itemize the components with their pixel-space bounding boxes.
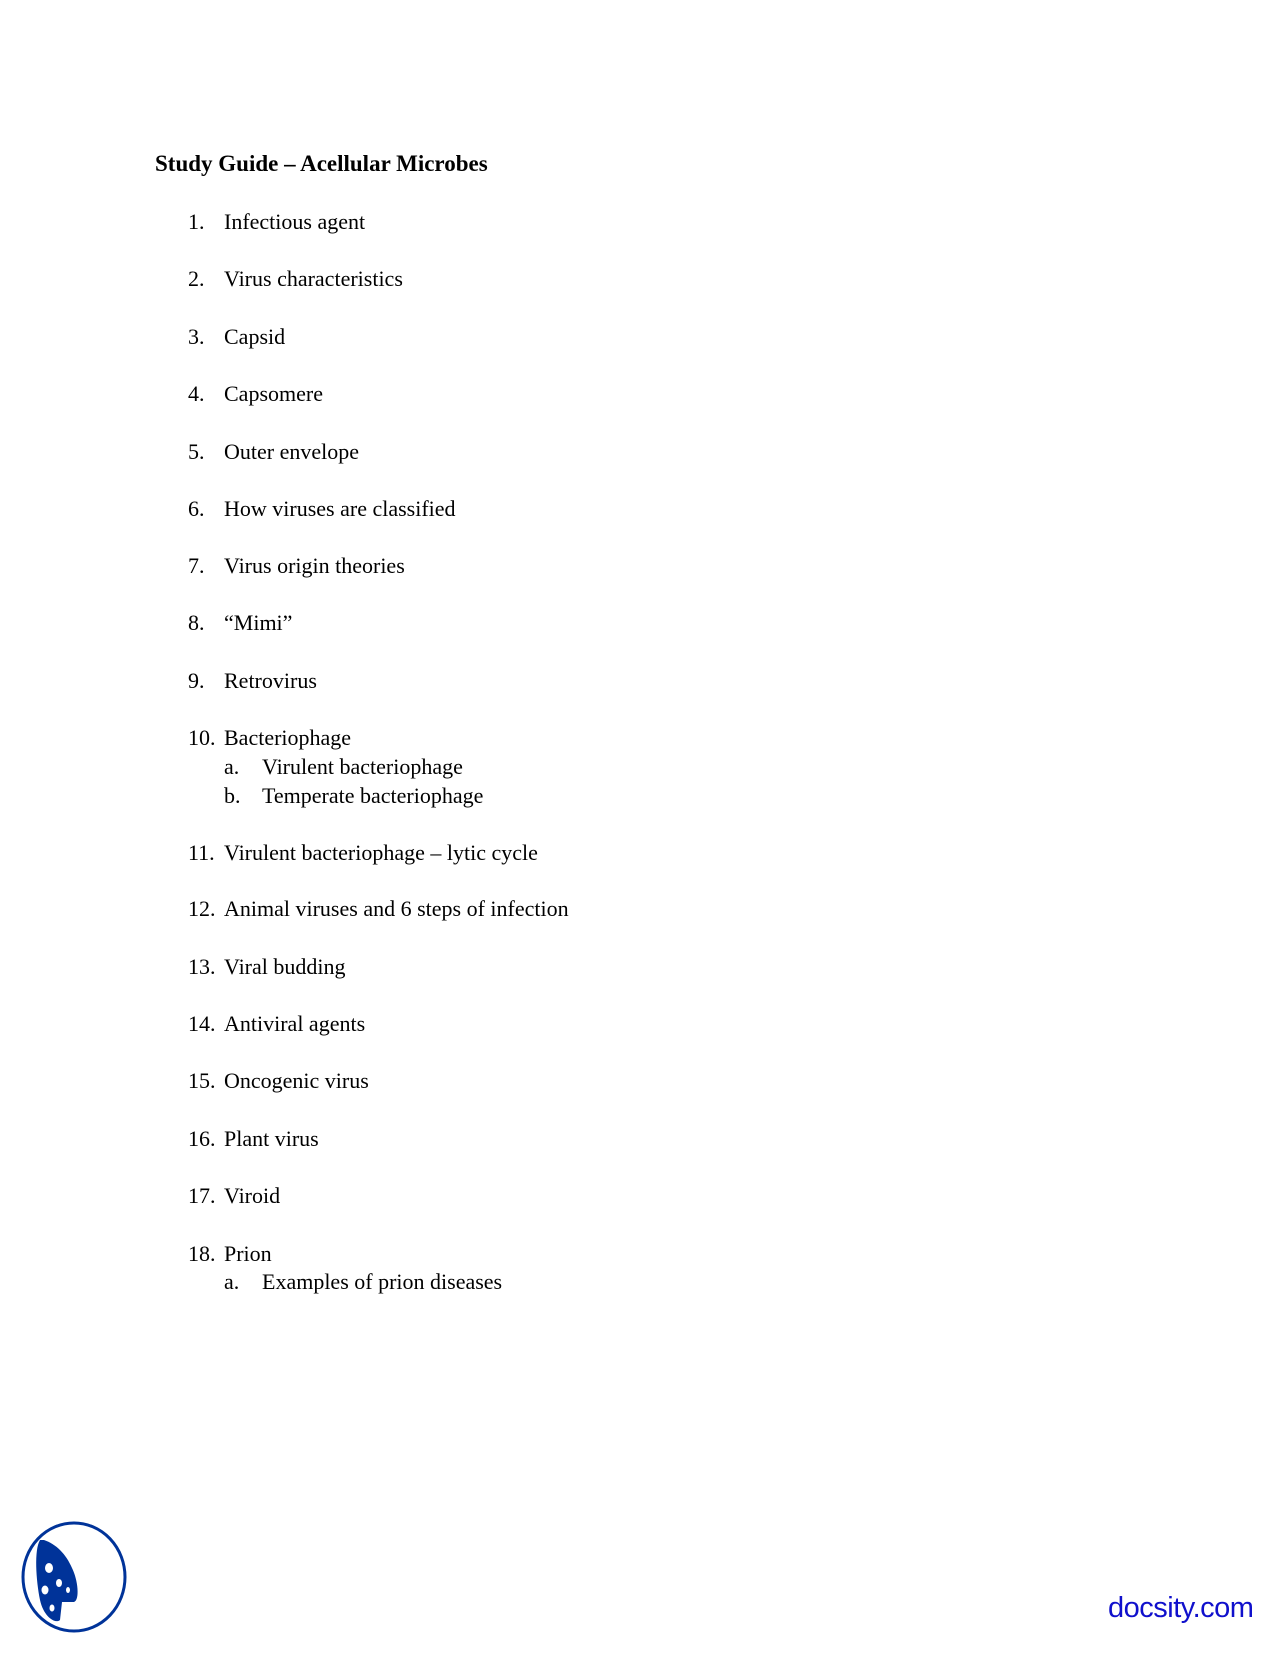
item-text: Capsid — [224, 324, 286, 349]
item-text: Retrovirus — [224, 668, 317, 693]
item-text: Infectious agent — [224, 209, 366, 234]
item-number: 16. — [188, 1126, 216, 1151]
item-number: 15. — [188, 1068, 216, 1093]
sub-item-letter: a. — [224, 754, 240, 779]
item-text: Oncogenic virus — [224, 1068, 369, 1093]
item-text: Viroid — [224, 1183, 281, 1208]
item-number: 17. — [188, 1183, 216, 1208]
item-number: 13. — [188, 954, 216, 979]
item-number: 2. — [188, 266, 205, 291]
docsity-logo-icon — [16, 1520, 132, 1634]
item-number: 1. — [188, 209, 205, 234]
item-text: Plant virus — [224, 1126, 319, 1151]
item-text: Antiviral agents — [224, 1011, 366, 1036]
item-text: Prion — [224, 1241, 272, 1266]
sub-item-text: Examples of prion diseases — [262, 1269, 503, 1294]
item-number: 9. — [188, 668, 205, 693]
item-text: “Mimi” — [224, 610, 293, 635]
item-number: 7. — [188, 553, 205, 578]
item-text: Virus origin theories — [224, 553, 405, 578]
item-number: 14. — [188, 1011, 216, 1036]
item-number: 11. — [188, 840, 215, 865]
item-text: Bacteriophage — [224, 725, 352, 750]
item-number: 3. — [188, 324, 205, 349]
item-number: 5. — [188, 439, 205, 464]
item-number: 12. — [188, 896, 216, 921]
sub-item-text: Virulent bacteriophage — [262, 754, 463, 779]
sub-item-letter: b. — [224, 783, 241, 808]
item-number: 18. — [188, 1241, 216, 1266]
item-number: 6. — [188, 496, 205, 521]
item-number: 4. — [188, 381, 205, 406]
item-text: How viruses are classified — [224, 496, 456, 521]
page-title: Study Guide – Acellular Microbes — [155, 151, 488, 176]
item-number: 10. — [188, 725, 216, 750]
item-number: 8. — [188, 610, 205, 635]
item-text: Outer envelope — [224, 439, 359, 464]
sub-item-letter: a. — [224, 1269, 240, 1294]
item-text: Capsomere — [224, 381, 323, 406]
item-text: Animal viruses and 6 steps of infection — [224, 896, 569, 921]
sub-item-text: Temperate bacteriophage — [262, 783, 484, 808]
docsity-link[interactable]: docsity.com — [1108, 1592, 1254, 1624]
item-text: Virus characteristics — [224, 266, 403, 291]
item-text: Viral budding — [224, 954, 346, 979]
item-text: Virulent bacteriophage – lytic cycle — [224, 840, 538, 865]
